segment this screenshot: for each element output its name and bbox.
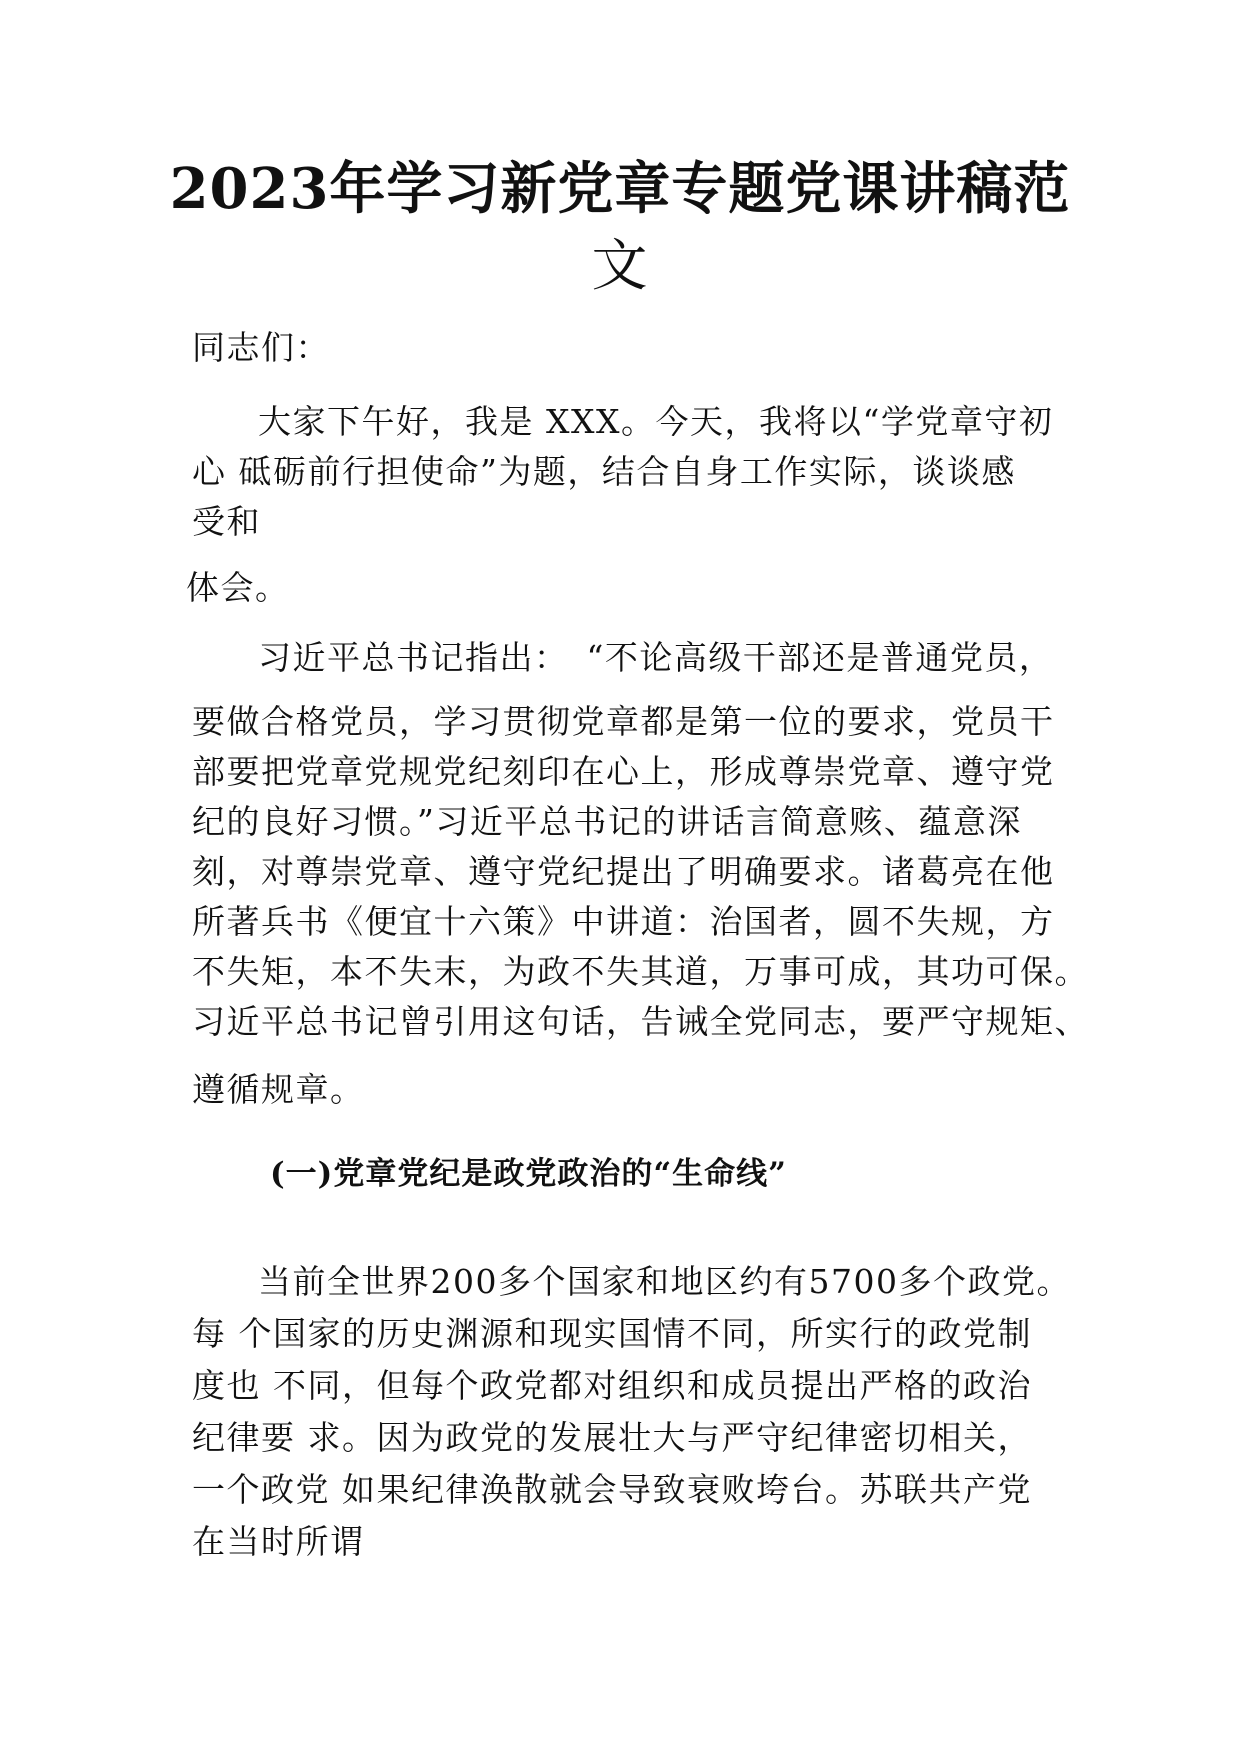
para2-line-1: 习近平总书记指出： “不论高级干部还是普通党员， xyxy=(258,638,1054,677)
para3-line-3: 度也 不同，但每个政党都对组织和成员提出严格的政治 xyxy=(192,1366,1032,1405)
document-title xyxy=(150,150,1090,306)
para1-line-4: 体会。 xyxy=(186,568,290,607)
para1-line-3: 受和 xyxy=(192,502,261,541)
para3-line-6: 在当时所谓 xyxy=(192,1522,365,1561)
title-line-2: 文 xyxy=(591,234,649,299)
para1-line-2: 心 砥砺前行担使命”为题，结合自身工作实际，谈谈感 xyxy=(192,452,1016,491)
para2-line-2: 要做合格党员，学习贯彻党章都是第一位的要求，党员干 xyxy=(192,702,1055,741)
para2-line-5: 刻，对尊崇党章、遵守党纪提出了明确要求。诸葛亮在他 xyxy=(192,852,1055,891)
para2-line-8: 习近平总书记曾引用这句话，告诫全党同志，要严守规矩、 xyxy=(192,1002,1089,1041)
para2-line-7: 不失矩，本不失末，为政不失其道，万事可成，其功可保。 xyxy=(192,952,1089,991)
para3-line-1: 当前全世界200多个国家和地区约有5700多个政党。 xyxy=(258,1262,1071,1301)
para3-line-5: 一个政党 如果纪律涣散就会导致衰败垮台。苏联共产党 xyxy=(192,1470,1032,1509)
para1-line-1: 大家下午好，我是 XXX。今天，我将以“学党章守初 xyxy=(258,402,1054,441)
title-line-1: 2023年学习新党章专题党课讲稿范 xyxy=(169,156,1071,222)
para2-line-4: 纪的良好习惯。”习近平总书记的讲话言简意赅、蕴意深 xyxy=(192,802,1022,841)
para2-line-3: 部要把党章党规党纪刻印在心上，形成尊崇党章、遵守党 xyxy=(192,752,1055,791)
salutation: 同志们： xyxy=(192,328,330,367)
para3-line-4: 纪律要 求。因为政党的发展壮大与严守纪律密切相关， xyxy=(192,1418,1032,1457)
para2-line-6: 所著兵书《便宜十六策》中讲道：治国者，圆不失规，方 xyxy=(192,902,1055,941)
para3-line-2: 每 个国家的历史渊源和现实国情不同，所实行的政党制 xyxy=(192,1314,1032,1353)
para2-line-9: 遵循规章。 xyxy=(192,1070,365,1109)
section-heading-1: (一)党章党纪是政党政治的“生命线” xyxy=(270,1156,787,1192)
